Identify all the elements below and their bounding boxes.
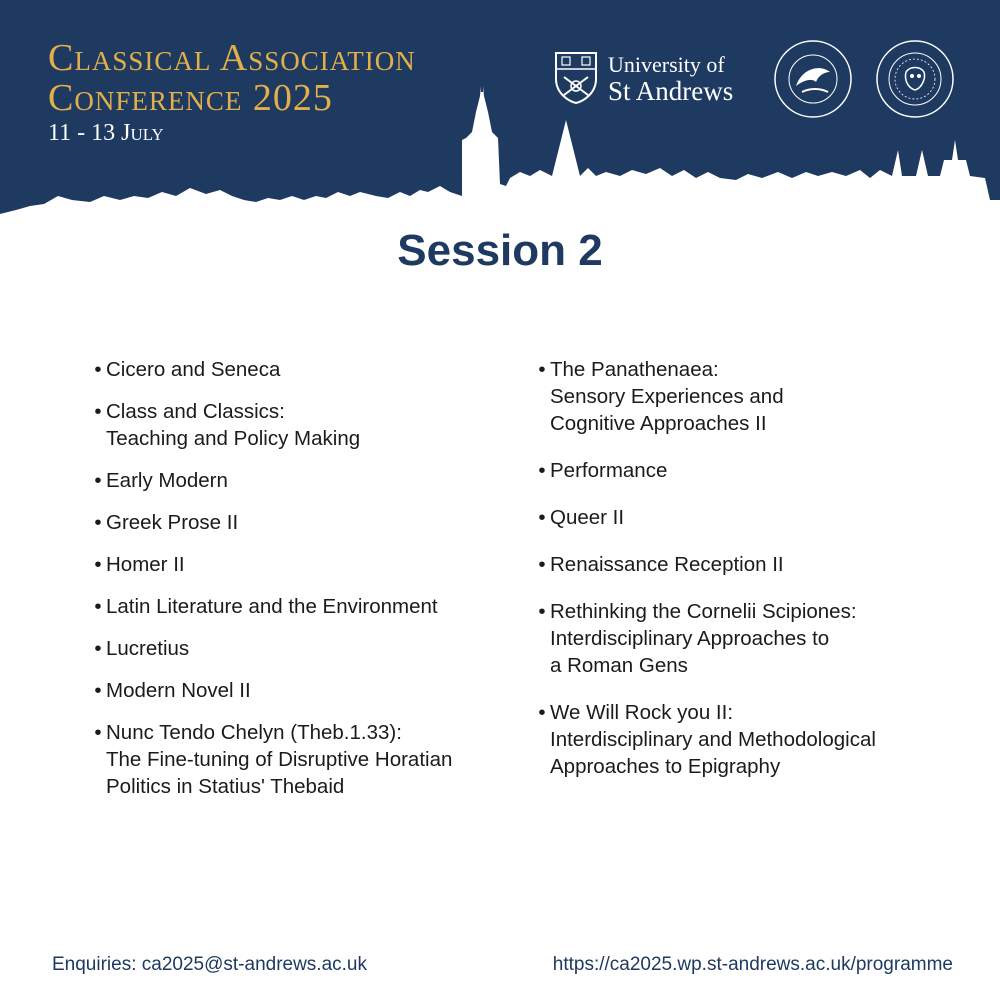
university-name-line2: St Andrews [608, 76, 734, 106]
list-item [90, 467, 510, 494]
list-item-label: Lucretius [106, 637, 190, 660]
conference-title-line1: Classical Association [48, 37, 416, 79]
list-item [534, 356, 954, 437]
list-item [90, 509, 510, 536]
conference-dates: 11 - 13 July [48, 120, 164, 146]
list-item-label: Cicero and Seneca [106, 358, 281, 381]
list-item-label: Nunc Tendo Chelyn (Theb.1.33): The Fine-tuning of Disruptive Horatian Politics in Statius' Thebaid [106, 721, 453, 798]
list-item [90, 356, 510, 383]
list-item [534, 551, 954, 578]
dolphin-seal-icon [772, 38, 854, 120]
list-item-label: The Panathenaea: Sensory Experiences and Cognitive Approaches II [550, 358, 784, 435]
list-item [90, 551, 510, 578]
bullet-icon: • [94, 400, 102, 423]
list-item-label: Renaissance Reception II [550, 553, 784, 576]
list-item-label: Queer II [550, 506, 625, 529]
list-item-label: Latin Literature and the Environment [106, 595, 438, 618]
list-item-label: Early Modern [106, 469, 228, 492]
bullet-icon: • [94, 358, 102, 381]
list-item [90, 398, 510, 452]
bullet-icon: • [94, 637, 102, 660]
session-list-right [534, 356, 954, 800]
session-list-left [90, 356, 510, 815]
list-item-label: We Will Rock you II: Interdisciplinary and Methodological Approaches to Epigraphy [550, 701, 876, 778]
session-title: Session 2 [397, 226, 603, 275]
scotland-seal-icon [874, 38, 956, 120]
list-item [90, 677, 510, 704]
bullet-icon: • [538, 358, 546, 381]
conference-title [48, 38, 416, 118]
list-item-label: Greek Prose II [106, 511, 239, 534]
university-logo [554, 48, 733, 108]
list-item-label: Rethinking the Cornelii Scipiones: Interdisciplinary Approaches to a Roman Gens [550, 600, 857, 677]
list-item [90, 593, 510, 620]
bullet-icon: • [538, 553, 546, 576]
enquiries-email[interactable]: Enquiries: ca2025@st-andrews.ac.uk [52, 954, 368, 975]
header-banner [0, 0, 1000, 240]
list-item-label: Homer II [106, 553, 185, 576]
list-item [534, 699, 954, 780]
bullet-icon: • [94, 595, 102, 618]
list-item [534, 457, 954, 484]
bullet-icon: • [538, 701, 546, 724]
bullet-icon: • [94, 721, 102, 744]
bullet-icon: • [538, 459, 546, 482]
list-item [534, 598, 954, 679]
list-item-label: Performance [550, 459, 668, 482]
list-item-label: Class and Classics: Teaching and Policy Making [106, 400, 361, 450]
list-item-label: Modern Novel II [106, 679, 251, 702]
list-item [534, 504, 954, 531]
bullet-icon: • [538, 600, 546, 623]
bullet-icon: • [94, 553, 102, 576]
bullet-icon: • [94, 679, 102, 702]
list-item [90, 635, 510, 662]
bullet-icon: • [94, 511, 102, 534]
bullet-icon: • [538, 506, 546, 529]
bullet-icon: • [94, 469, 102, 492]
list-item [90, 719, 510, 800]
conference-title-line2: Conference 2025 [48, 77, 333, 119]
shield-crest-icon [554, 51, 598, 105]
university-name-line1: University of [608, 52, 725, 77]
programme-link[interactable]: https://ca2025.wp.st-andrews.ac.uk/programme [552, 954, 953, 975]
